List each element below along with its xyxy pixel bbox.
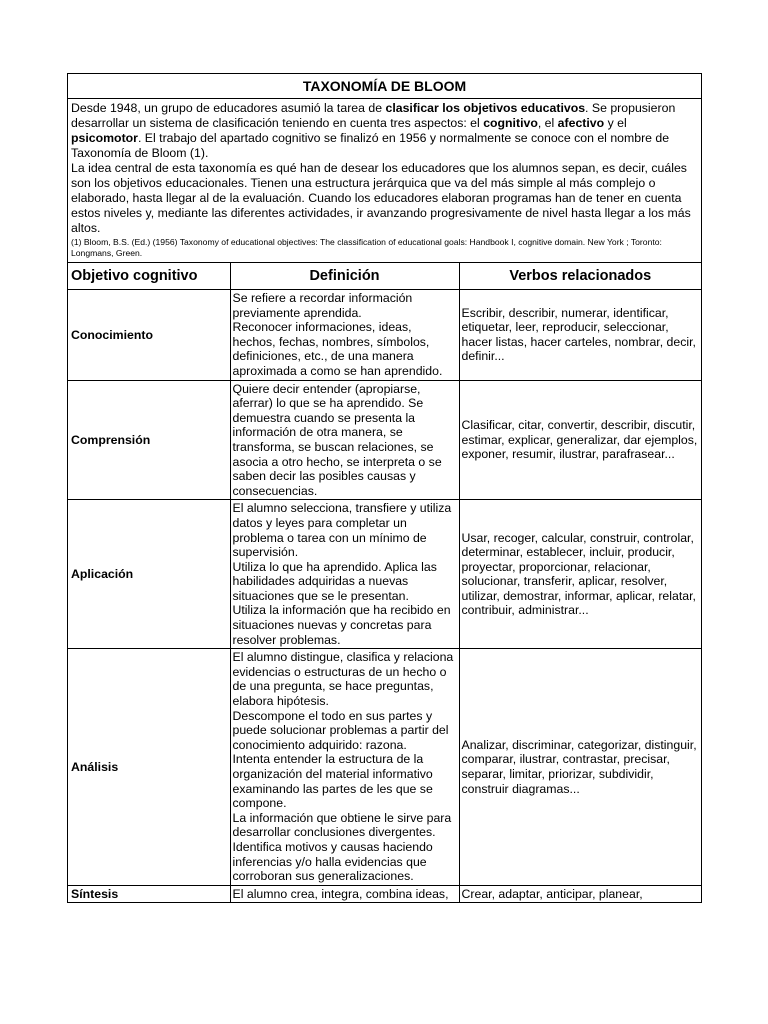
table-row <box>68 290 701 381</box>
table-row <box>68 885 701 902</box>
table-row <box>68 380 701 500</box>
verbs-cell: Escribir, describir, numerar, identificar, etiquetar, leer, reproducir, seleccionar, hacer listas, hacer carteles, nombrar, decir, definir... <box>459 290 701 381</box>
verbs-cell: Usar, recoger, calcular, construir, controlar, determinar, establecer, incluir, producir, proyectar, proporcionar, relacionar, solucionar, transferir, aplicar, resolver, utilizar, demostrar, informar, aplicar, relatar, contribuir, administrar... <box>459 500 701 649</box>
objective-cell: Comprensión <box>68 380 230 500</box>
intro-bold-text: afectivo <box>557 116 605 130</box>
table-header-row <box>68 263 701 290</box>
document-page <box>67 73 702 903</box>
objective-cell: Análisis <box>68 649 230 886</box>
objective-cell: Conocimiento <box>68 290 230 381</box>
intro-bold-text: clasificar los objetivos educativos <box>385 101 586 115</box>
verbs-cell: Analizar, discriminar, categorizar, distinguir, comparar, ilustrar, contrastar, precisar, separar, limitar, priorizar, subdividir, construir diagramas... <box>459 649 701 886</box>
footnote: (1) Bloom, B.S. (Ed.) (1956) Taxonomy of educational objectives: The classification of educational goals: Handbook I, cognitive domain. New York ; Toronto: Longmans, Green. <box>71 237 662 258</box>
definition-cell: El alumno crea, integra, combina ideas, <box>230 885 459 902</box>
intro-section <box>68 99 701 263</box>
objective-cell: Aplicación <box>68 500 230 649</box>
header-objective: Objetivo cognitivo <box>68 263 230 290</box>
header-verbs: Verbos relacionados <box>459 263 701 290</box>
table-row <box>68 500 701 649</box>
taxonomy-table <box>68 263 701 902</box>
header-definition: Definición <box>230 263 459 290</box>
intro-paragraph-1 <box>71 101 698 161</box>
definition-cell: El alumno selecciona, transfiere y utiliza datos y leyes para completar un problema o tarea con un mínimo de supervisión. Utiliza lo que ha aprendido. Aplica las habilidades adquiridas a nuevas situaciones que se le presentan. Utiliza la información que ha recibido en situaciones nuevas y concretas para resolver problemas. <box>230 500 459 649</box>
intro-bold-text: cognitivo <box>483 116 538 130</box>
intro-text: y el <box>604 116 627 130</box>
intro-paragraph-2: La idea central de esta taxonomía es qué han de desear los educadores que los alumnos sepan, es decir, cuáles son los objetivos educacionales. Tienen una estructura jerárquica que va del más simple al más complejo o elaborado, hasta llegar al de la evaluación. Cuando los educadores elaboran programas han de tener en cuenta estos niveles y, mediante las diferentes actividades, ir avanzando progresivamente de nivel hasta llegar a los más altos. <box>71 161 691 235</box>
intro-text: . Se propusieron desarrollar un sistema de clasificación teniendo en cuenta tres aspectos: el <box>71 101 676 130</box>
definition-cell: Se refiere a recordar información previamente aprendida. Reconocer informaciones, ideas, hechos, fechas, nombres, símbolos, definiciones, etc., de una manera aproximada a como se han aprendido. <box>230 290 459 381</box>
verbs-cell: Clasificar, citar, convertir, describir, discutir, estimar, explicar, generalizar, dar ejemplos, exponer, resumir, ilustrar, parafrasear... <box>459 380 701 500</box>
table-row <box>68 649 701 886</box>
definition-cell: Quiere decir entender (apropiarse, aferrar) lo que se ha aprendido. Se demuestra cuando se presenta la información de otra manera, se transforma, se buscan relaciones, se asocia a otro hecho, se interpreta o se saben decir las posibles causas y consecuencias. <box>230 380 459 500</box>
intro-text: . El trabajo del apartado cognitivo se finalizó en 1956 y normalmente se conoce con el nombre de Taxonomía de Bloom (1). <box>71 131 670 160</box>
definition-cell: El alumno distingue, clasifica y relaciona evidencias o estructuras de un hecho o de una pregunta, se hace preguntas, elabora hipótesis. Descompone el todo en sus partes y puede solucionar problemas a partir del conocimiento adquirido: razona. Intenta entender la estructura de la organización del material informativo examinando las partes de les que se compone. La información que obtiene le sirve para desarrollar conclusiones divergentes. Identifica motivos y causas haciendo inferencias y/o halla evidencias que corroboran sus generalizaciones. <box>230 649 459 886</box>
intro-text: , el <box>537 116 558 130</box>
page-title: TAXONOMÍA DE BLOOM <box>68 74 701 99</box>
intro-text: Desde 1948, un grupo de educadores asumió la tarea de <box>71 101 386 115</box>
objective-cell: Síntesis <box>68 885 230 902</box>
verbs-cell: Crear, adaptar, anticipar, planear, <box>459 885 701 902</box>
intro-bold-text: psicomotor <box>71 131 138 145</box>
